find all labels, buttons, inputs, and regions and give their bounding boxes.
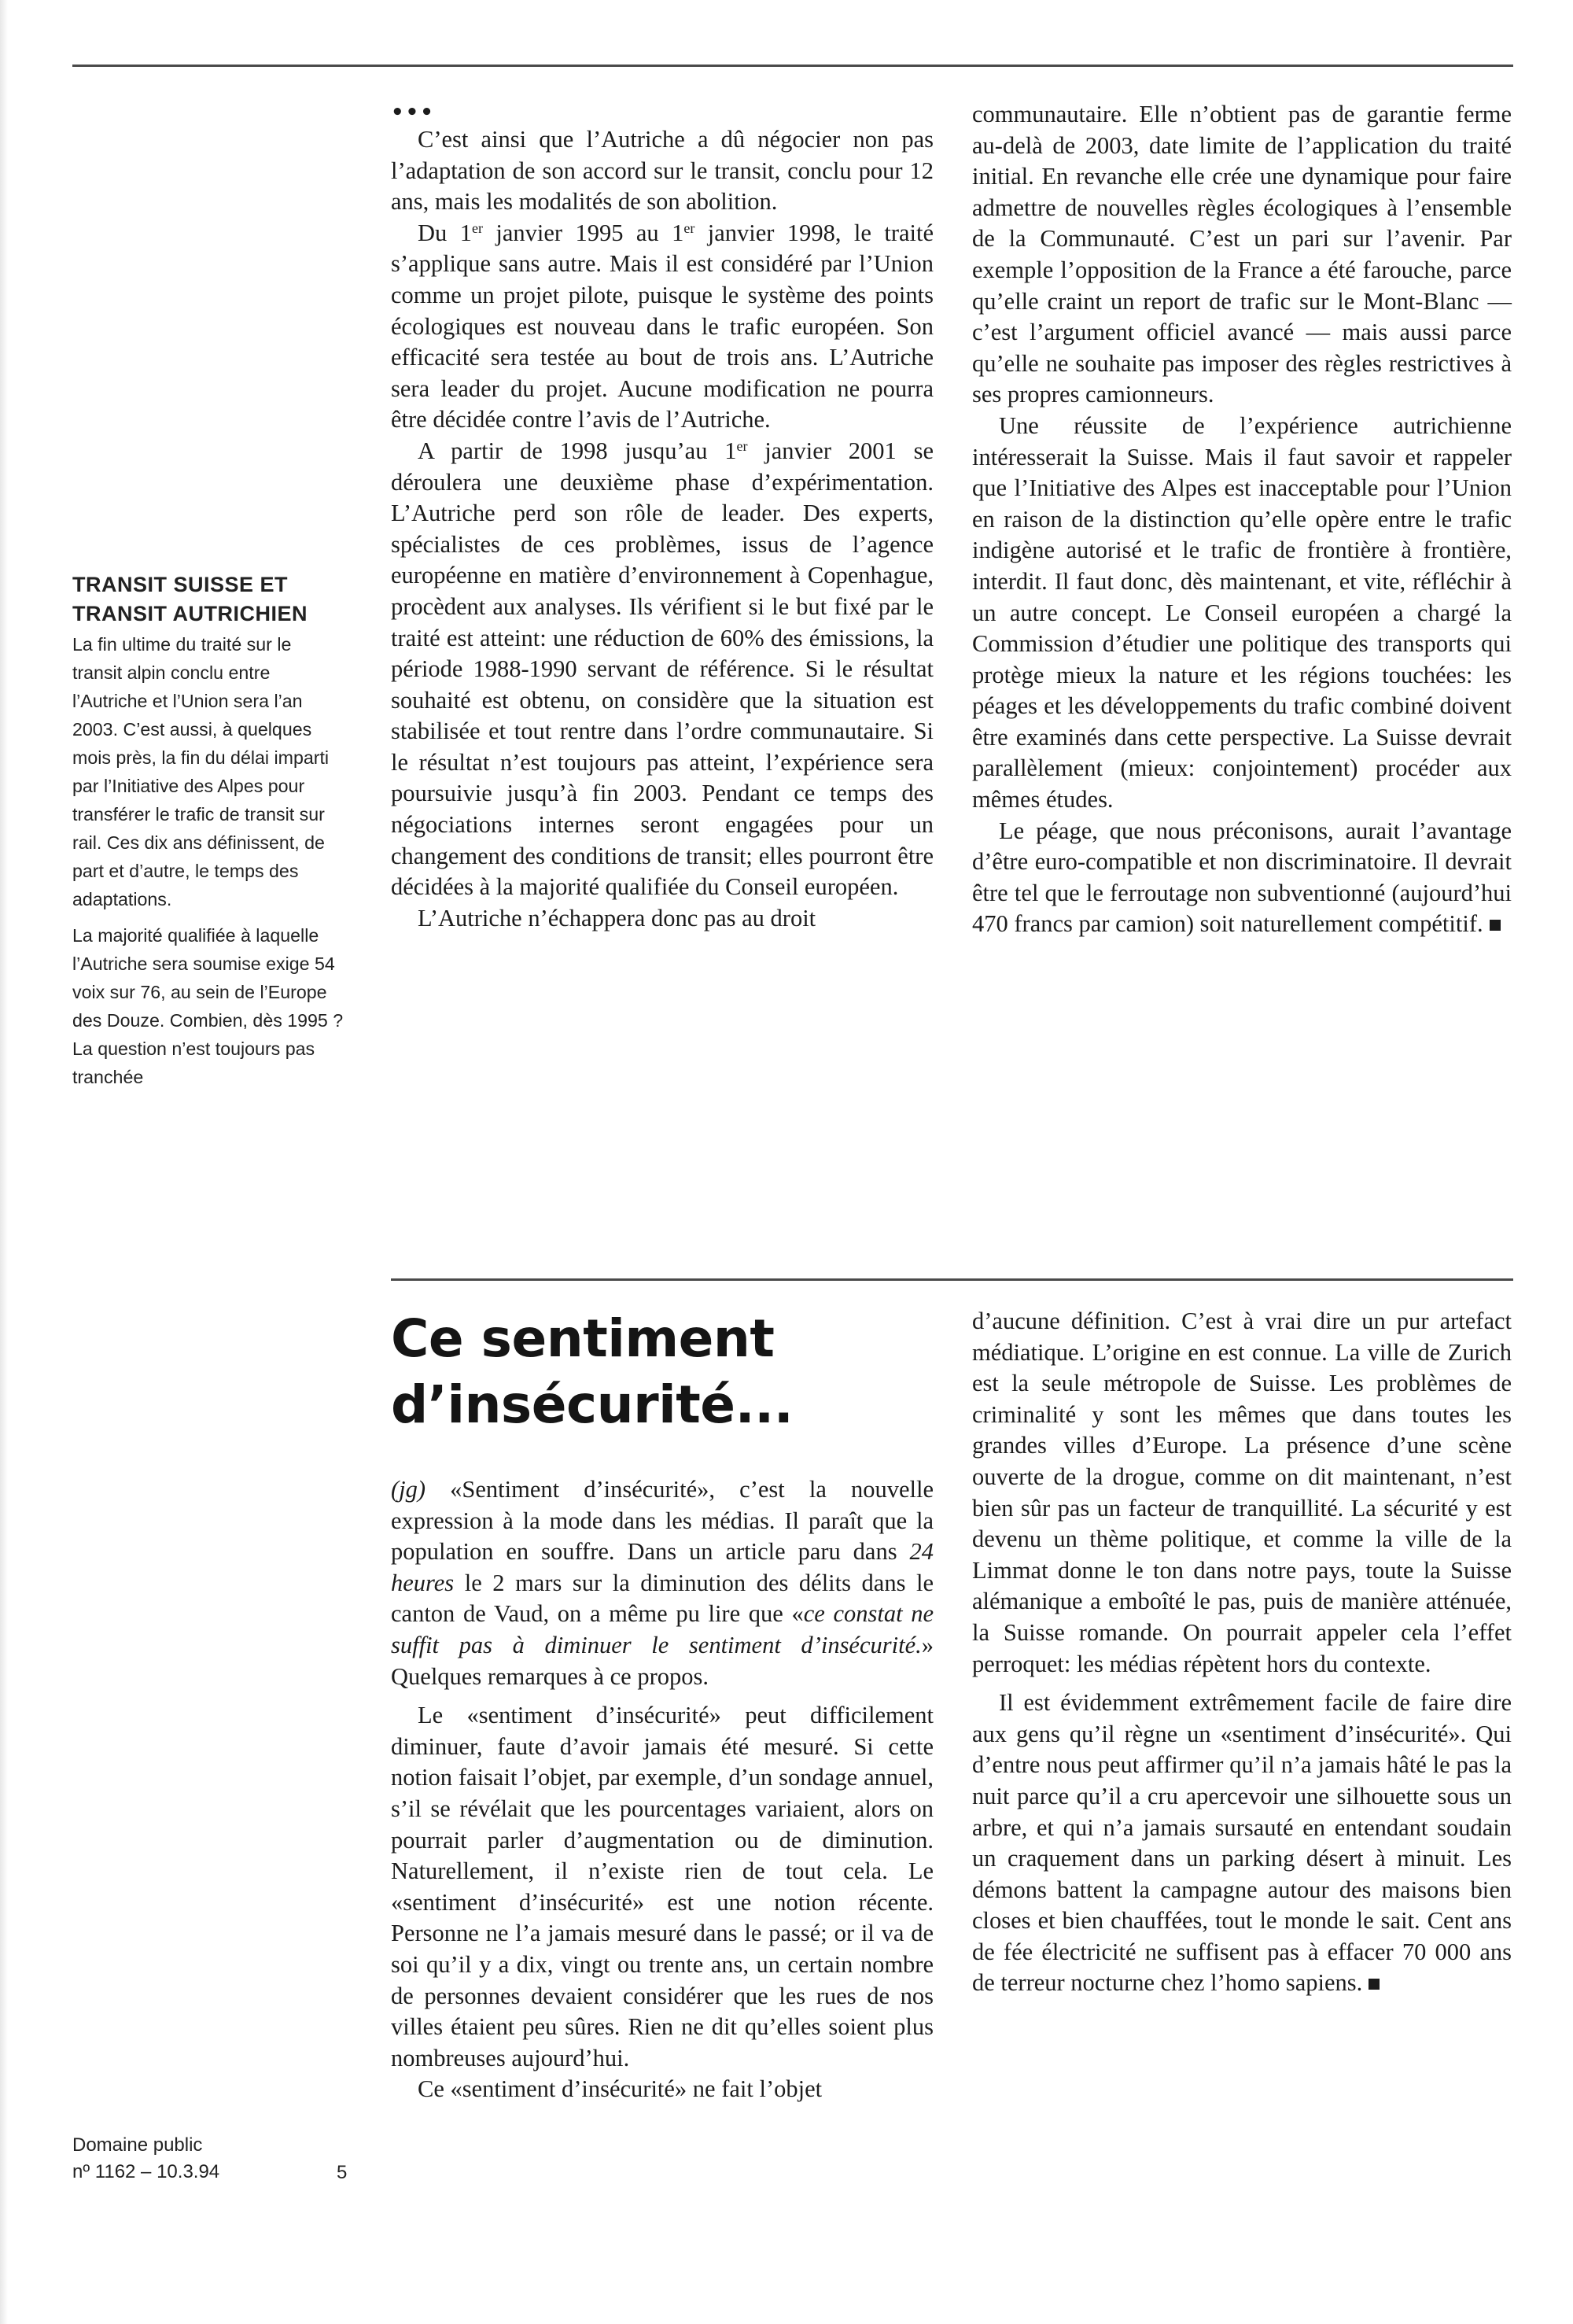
article1-paragraph: C’est ainsi que l’Autriche a dû négocier non pas l’adaptation de son accord sur le transit, conclu pour 12 ans, mais les modalités de son abolition. [391, 126, 934, 216]
sidebar-title-line1: TRANSIT SUISSE ET [72, 573, 289, 596]
byline: (jg) [391, 1476, 426, 1503]
lead-text-b: le 2 mars sur la diminution des délits dans le canton de Vaud, on a même pu lire que « [391, 1569, 934, 1628]
scan-edge [0, 0, 8, 2324]
article1-paragraph: L’Autriche n’échappera donc pas au droit [418, 904, 816, 931]
article2-column1 [391, 1474, 934, 2105]
footer-publication [72, 2132, 355, 2186]
article1-column2 [972, 99, 1512, 940]
newspaper-name: 24 heures [391, 1538, 934, 1596]
article2-paragraph: d’aucune définition. C’est à vrai dire un pur artefact médiatique. L’origine en est connue. La ville de Zurich est la seule métropole de Suisse. Les problèmes de criminalité y sont les mêmes que dans toutes les grandes villes d’Europe. La présence d’une scène ouverte de la drogue, comme on dit maintenant, n’est bien sûr pas un facteur de tranquillité. La sécurité y est devenu un thème politique, et comme la ville de la Limmat donne le ton dans notre pays, toute la Suisse alémanique a emboîté le pas, puis de manière atténuée, la Suisse romande. On pourrait appeler cela l’effet perroquet: les médias répètent hors du contexte. [972, 1308, 1512, 1677]
top-rule [72, 65, 1513, 67]
article1-last-text: Le péage, que nous préconisons, aurait l’avantage d’être euro-compatible et non discriminatoire. Il devrait être tel que le ferroutage non subventionné (aujourd’hui 470 francs par camion) soit naturellement compétitif. [972, 817, 1512, 938]
article1-paragraph-last [972, 816, 1512, 940]
sidebar-title-line2: TRANSIT AUTRICHIEN [72, 602, 308, 625]
lead-text-a: «Sentiment d’insécurité», c’est la nouvelle expression à la mode dans les médias. Il paraît que la population en souffre. Dans un article paru dans [391, 1476, 934, 1566]
article1-column1 [391, 101, 934, 934]
sidebar-title [72, 570, 344, 629]
end-mark-icon [1490, 920, 1501, 931]
headline-line2: d’insécurité... [391, 1374, 794, 1435]
article2-paragraph-last [972, 1688, 1512, 1999]
article2-column2 [972, 1306, 1512, 1999]
article2-headline [391, 1306, 926, 1438]
section-marker: ••• [391, 101, 435, 124]
article2-last-text: Il est évidemment extrêmement facile de faire dire aux gens qu’il règne un «sentiment d’insécurité». Qui d’entre nous peut affirmer qu’il n’a jamais hâté le pas la nuit parce qu’il a cru apercevoir une silhouette sous un arbre, et qui n’a jamais sursauté en entendant soudain un craquement dans un parking désert à minuit. Les démons battent la campagne autour des maisons bien closes et bien chauffées, tout le monde le sait. Cent ans de fée électricité ne suffisent pas à effacer 70 000 ans de terreur nocturne chez l’homo sapiens. [972, 1689, 1512, 1997]
headline-line1: Ce sentiment [391, 1308, 775, 1369]
article2-lead-paragraph [391, 1474, 934, 1692]
lead-text-c: » Quelques remarques à ce propos. [391, 1631, 934, 1690]
article1-paragraph-phase2: A partir de 1998 jusqu’au 1er janvier 2001 se déroulera une deuxième phase d’expérimentation. L’Autriche perd son rôle de leader. Des experts, spécialistes de ces problèmes, issus de l’agence européenne en matière d’environnement à Copenhague, procèdent aux analyses. Ils vérifient si le but fixé par le traité est atteint: une réduction de 60% des émissions, la période 1988-1990 servant de référence. Si le résultat souhaité est obtenu, on considère que la situation est stabilisée et tout rentre dans l’ordre communautaire. Si le résultat n’est toujours pas atteint, l’expérience sera poursuivie jusqu’à fin 2003. Pendant ce temps des négociations internes seront engagées pour un changement des conditions de transit; elles pourront être décidées à la majorité qualifiée du Conseil européen. [391, 437, 934, 901]
sidebar-paragraph: La majorité qualifiée à laquelle l’Autriche sera soumise exige 54 voix sur 76, au sein de l’Europe des Douze. Combien, dès 1995 ? La question n’est toujours pas tranchée [72, 925, 344, 1087]
article1-paragraph: Une réussite de l’expérience autrichienne intéresserait la Suisse. Mais il faut savoir et rappeler que l’Initiative des Alpes est inacceptable pour l’Union en raison de la distinction qu’elle opère entre le trafic indigène autorisé et le trafic de frontière à frontière, interdit. Il faut donc, dès maintenant, et vite, réfléchir à un autre concept. Le Conseil européen a chargé la Commission d’étudier une politique des transports qui protège mieux la nature et les régions touchées: les péages et les développements du trafic combiné doivent être examinés dans cette perspective. La Suisse devrait parallèlement (mieux: conjointement) procéder aux mêmes études. [972, 411, 1512, 813]
middle-rule [391, 1278, 1513, 1281]
page-number: 5 [337, 2162, 348, 2183]
article1-paragraph-dates: Du 1er janvier 1995 au 1er janvier 1998, le traité s’applique sans autre. Mais il est considéré par l’Union comme un projet pilote, puisque le système des points écologiques est nouveau dans le trafic européen. Son efficacité sera testée au bout de trois ans. L’Autriche sera leader du projet. Aucune modification ne pourra être décidée contre l’avis de l’Autriche. [391, 219, 934, 433]
article2-paragraph: Ce «sentiment d’insécurité» ne fait l’objet [418, 2075, 823, 2103]
article1-paragraph: communautaire. Elle n’obtient pas de garantie ferme au-delà de 2003, date limite de l’application du traité initial. En revanche elle crée une dynamique pour faire admettre de nouvelles règles écologiques à l’ensemble de la Communauté. C’est un pari sur l’avenir. Par exemple l’opposition de la France a été farouche, parce qu’elle craint un report de trafic sur le Mont-Blanc — c’est l’argument officiel avancé — mais aussi parce qu’elle ne souhaite pas imposer des règles restrictives à ses propres camionneurs. [972, 101, 1512, 408]
article2-paragraph: Le «sentiment d’insécurité» peut difficilement diminuer, faute d’avoir jamais été mesuré. Si cette notion faisait l’objet, par exemple, d’un sondage annuel, s’il se révélait que les pourcentages variaient, alors on pourrait parler d’augmentation ou de diminution. Naturellement, il n’existe rien de tout cela. Le «sentiment d’insécurité» est une notion récente. Personne ne l’a jamais mesuré dans le passé; or il va de soi qu’il y a dix, vingt ou trente ans, un certain nombre de personnes devaient considérer que les rues de nos villes étaient peu sûres. Rien ne dit qu’elles soient plus nombreuses aujourd’hui. [391, 1702, 934, 2071]
sidebar-paragraph: La fin ultime du traité sur le transit alpin conclu entre l’Autriche et l’Union sera l’an 2003. C’est aussi, à quelques mois près, la fin du délai imparti par l’Initiative des Alpes pour transférer le trafic de transit sur rail. Ces dix ans définissent, de part et d’autre, le temps des adaptations. [72, 634, 330, 909]
publication-name: Domaine public [72, 2134, 203, 2156]
quoted-text: ce constat ne suffit pas à diminuer le sentiment d’insécurité. [391, 1600, 934, 1658]
sidebar-box [72, 570, 344, 1099]
issue-date: nº 1162 – 10.3.94 [72, 2161, 220, 2182]
end-mark-icon [1369, 1979, 1380, 1990]
